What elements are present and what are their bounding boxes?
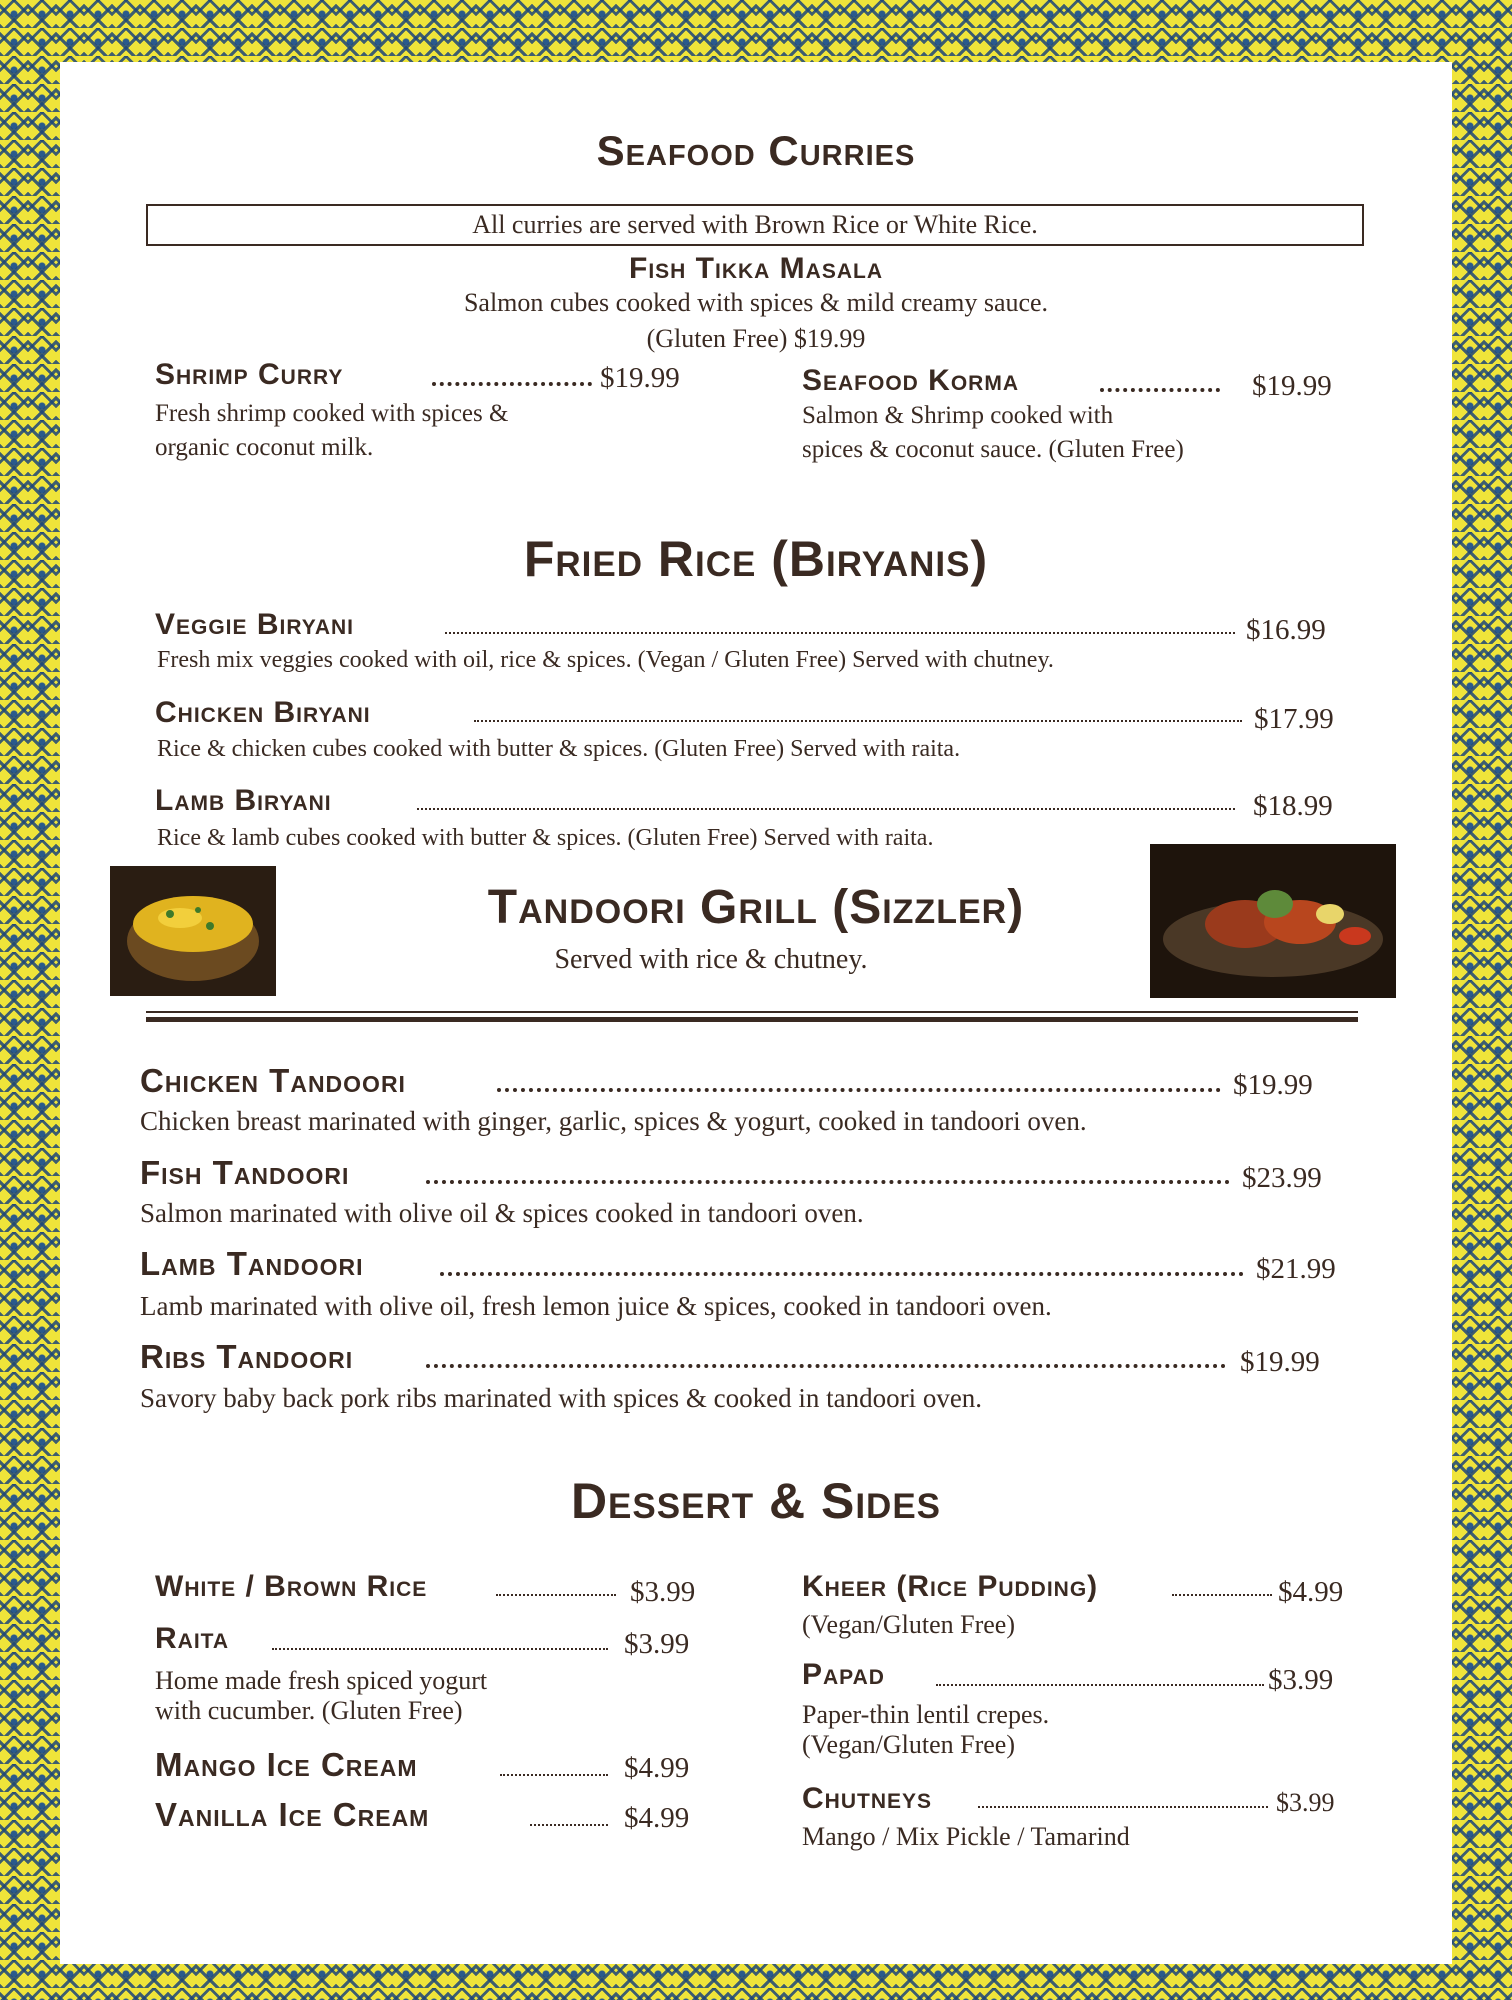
dessert-title: Dessert & Sides [570,1473,942,1529]
chicken-biryani-price: $17.99 [1254,703,1334,735]
dot-leader [272,1648,608,1650]
chutneys-desc: Mango / Mix Pickle / Tamarind [802,1822,1130,1851]
seafood-note: All curries are served with Brown Rice or White Rice. [146,204,1364,246]
dot-leader [1100,388,1220,392]
fish-tandoori-name: Fish Tandoori [140,1154,350,1191]
dot-leader [426,1364,1226,1368]
veggie-biryani-name: Veggie Biryani [155,608,354,641]
raita-desc: Home made fresh spiced yogurt [155,1666,488,1695]
dot-leader [426,1180,1230,1184]
ribs-tandoori-price: $19.99 [1240,1346,1320,1378]
dot-leader [432,382,592,386]
chicken-biryani-desc: Rice & chicken cubes cooked with butter & spices. (Gluten Free) Served with raita. [157,736,961,762]
shrimp-curry-desc-2: organic coconut milk. [155,434,374,461]
menu-page [60,62,1452,1964]
tandoori-subtitle: Served with rice & chutney. [554,944,868,975]
dot-leader [1172,1594,1272,1596]
lamb-biryani-name: Lamb Biryani [155,784,332,817]
mango-ice-cream-price: $4.99 [624,1752,690,1784]
chicken-tandoori-desc: Chicken breast marinated with ginger, garlic, spices & yogurt, cooked in tandoori oven. [140,1106,1087,1136]
dot-leader [500,1774,608,1776]
dot-leader [474,720,1242,722]
lamb-tandoori-name: Lamb Tandoori [140,1245,364,1282]
lamb-tandoori-desc: Lamb marinated with olive oil, fresh lemon juice & spices, cooked in tandoori oven. [140,1291,1052,1321]
dot-leader [440,1272,1244,1276]
shrimp-curry-name: Shrimp Curry [155,358,344,391]
chutneys-price: $3.99 [1276,1788,1335,1817]
fish-tikka-name: Fish Tikka Masala [629,252,883,285]
lamb-biryani-price: $18.99 [1253,790,1333,822]
ribs-tandoori-name: Ribs Tandoori [140,1338,354,1375]
kheer-price: $4.99 [1278,1576,1344,1608]
dot-leader [445,632,1235,634]
tandoori-title: Tandoori Grill (Sizzler) [487,881,1025,934]
raita-desc-2: with cucumber. (Gluten Free) [155,1696,463,1725]
chutneys-name: Chutneys [802,1782,933,1815]
seafood-title: Seafood Curries [596,127,916,174]
dot-leader [530,1824,608,1826]
mango-ice-cream-name: Mango Ice Cream [155,1746,418,1783]
fish-tikka-desc-price: (Gluten Free) $19.99 [646,324,866,353]
lamb-tandoori-price: $21.99 [1256,1253,1336,1285]
kheer-name: Kheer (Rice Pudding) [802,1570,1099,1603]
biryani-title: Fried Rice (Biryanis) [523,531,989,587]
dot-leader [497,1088,1221,1092]
fish-tikka-desc: Salmon cubes cooked with spices & mild creamy sauce. [463,288,1049,317]
papad-name: Papad [802,1658,885,1691]
divider-line-thick [146,1017,1358,1022]
divider-line [146,1011,1358,1013]
dot-leader [417,808,1235,810]
vanilla-ice-cream-price: $4.99 [624,1802,690,1834]
ribs-tandoori-desc: Savory baby back pork ribs marinated with spices & cooked in tandoori oven. [140,1383,983,1413]
papad-desc: Paper-thin lentil crepes. [802,1700,1050,1729]
dot-leader [978,1806,1268,1808]
kheer-desc: (Vegan/Gluten Free) [802,1610,1015,1639]
raita-price: $3.99 [624,1628,690,1660]
white-brown-rice-price: $3.99 [630,1576,696,1608]
chicken-biryani-name: Chicken Biryani [155,696,371,729]
papad-price: $3.99 [1268,1664,1334,1696]
white-brown-rice-name: White / Brown Rice [155,1570,428,1603]
seafood-korma-desc: Salmon & Shrimp cooked with [802,402,1114,429]
shrimp-curry-desc: Fresh shrimp cooked with spices & [155,400,509,427]
raita-name: Raita [155,1622,230,1655]
fish-tandoori-desc: Salmon marinated with olive oil & spices cooked in tandoori oven. [140,1198,864,1228]
vanilla-ice-cream-name: Vanilla Ice Cream [155,1796,430,1833]
seafood-korma-desc-2: spices & coconut sauce. (Gluten Free) [802,436,1184,463]
dot-leader [936,1684,1264,1686]
seafood-korma-name: Seafood Korma [802,364,1020,397]
fish-tandoori-price: $23.99 [1242,1162,1322,1194]
chicken-tandoori-price: $19.99 [1233,1069,1313,1101]
dot-leader [496,1594,616,1596]
shrimp-curry-price: $19.99 [600,362,680,394]
veggie-biryani-desc: Fresh mix veggies cooked with oil, rice & spices. (Vegan / Gluten Free) Served with chutney. [157,647,1054,673]
seafood-korma-price: $19.99 [1252,370,1332,402]
veggie-biryani-price: $16.99 [1246,614,1326,646]
papad-desc-2: (Vegan/Gluten Free) [802,1730,1015,1759]
lamb-biryani-desc: Rice & lamb cubes cooked with butter & spices. (Gluten Free) Served with raita. [157,825,934,851]
chicken-tandoori-name: Chicken Tandoori [140,1062,406,1099]
